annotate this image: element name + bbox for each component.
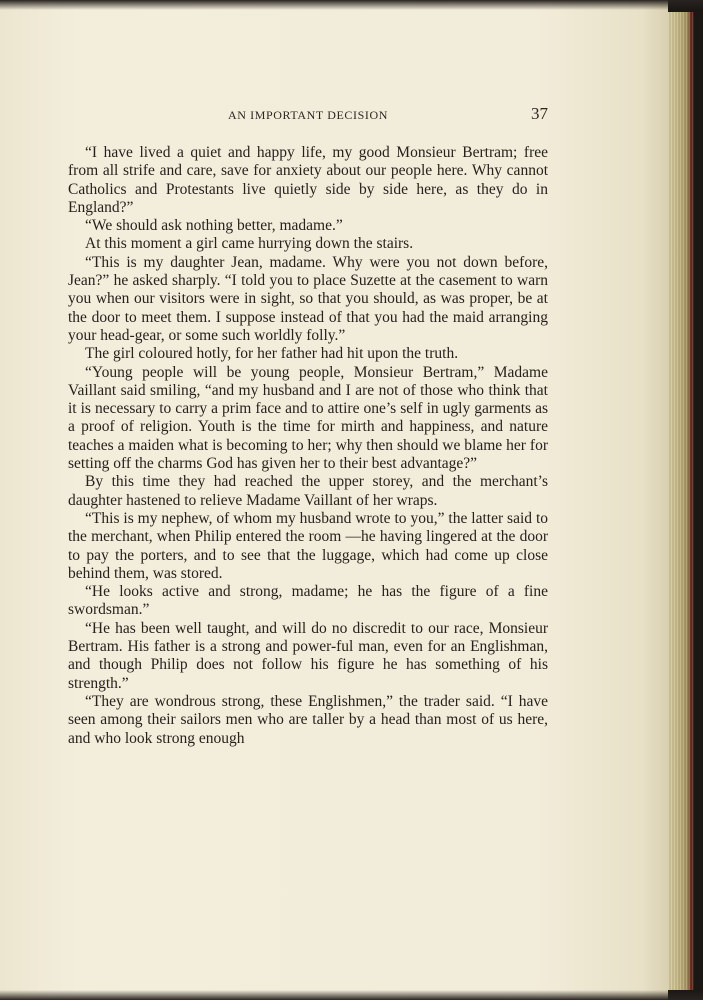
paragraph: “He looks active and strong, madame; he has the figure of a fine swordsman.” <box>68 583 548 619</box>
paragraph: “I have lived a quiet and happy life, my good Monsieur Bertram; free from all strife and care, save for anxiety about our people here. Why cannot Catholics and Protestants live quietly side by side here, as they do in England?” <box>68 144 548 216</box>
page-header <box>68 104 548 128</box>
paragraph: “He has been well taught, and will do no discredit to our race, Monsieur Bertram. His father is a strong and power-ful man, even for an Englishman, and though Philip does not follow his figure he has something of his strength.” <box>68 619 548 692</box>
bottom-edge <box>0 990 703 1000</box>
running-head: AN IMPORTANT DECISION <box>227 108 389 122</box>
paragraph: By this time they had reached the upper storey, and the merchant’s daughter hastened to relieve Madame Vaillant of her wraps. <box>68 473 548 509</box>
top-shadow <box>0 0 703 10</box>
body-text <box>68 144 548 748</box>
paragraph: The girl coloured hotly, for her father had hit upon the truth. <box>85 345 459 363</box>
paragraph: “We should ask nothing better, madame.” <box>85 217 343 235</box>
page-edge <box>668 12 694 990</box>
paragraph: At this moment a girl came hurrying down the stairs. <box>85 235 414 253</box>
paragraph: “They are wondrous strong, these Englishmen,” the trader said. “I have seen among their sailors men who are taller by a head than most of us here, and who look strong enough <box>68 692 548 747</box>
paragraph: “Young people will be young people, Monsieur Bertram,” Madame Vaillant said smiling, “and my husband and I are not of those who think that it is necessary to carry a prim face and to attire one’s self in ugly garments as a proof of religion. Youth is the time for mirth and happiness, and nature teaches a maiden what is becoming to her; why then should we blame her for setting off the charms God has given her to their best advantage?” <box>68 363 548 473</box>
page-number: 37 <box>531 104 548 123</box>
paragraph: “This is my daughter Jean, madame. Why were you not down before, Jean?” he asked sharply. “I told you to place Suzette at the casement to warn you when our visitors were in sight, so that you should, as was proper, be at the door to meet them. I suppose instead of that you had the maid arranging your head-gear, or some such worldly folly.” <box>68 253 548 344</box>
paragraph: “This is my nephew, of whom my husband wrote to you,” the latter said to the merchant, when Philip entered the room —he having lingered at the door to pay the porters, and to see that the luggage, which had come up close behind them, was stored. <box>68 509 548 582</box>
